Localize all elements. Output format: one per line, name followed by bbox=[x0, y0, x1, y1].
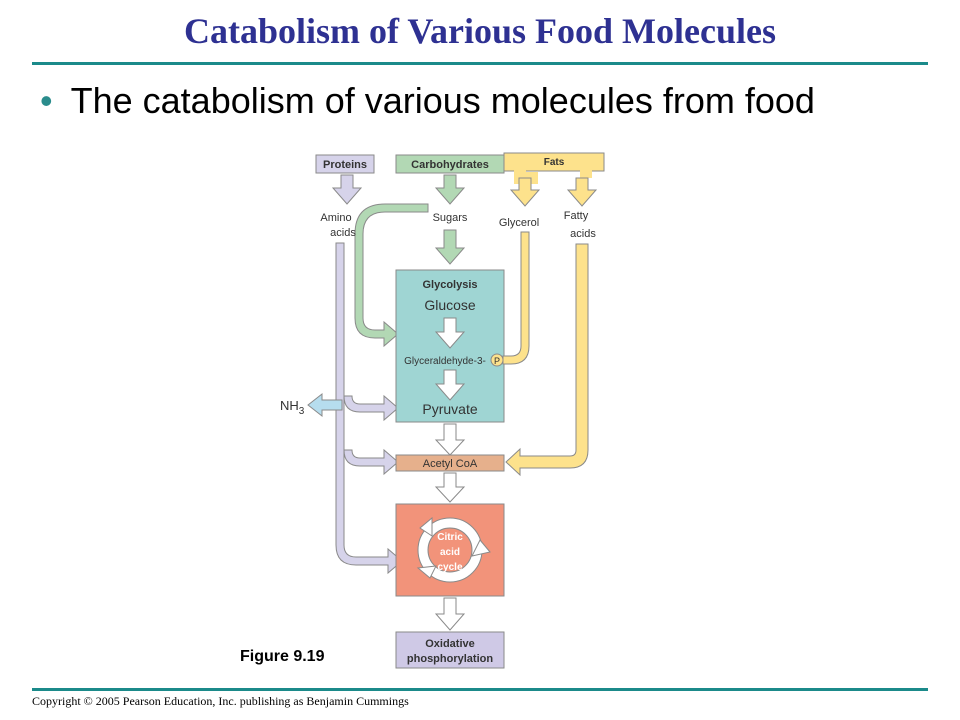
carbohydrates-label: Carbohydrates bbox=[411, 159, 489, 171]
nh3-label bbox=[280, 398, 305, 417]
sugars-label: Sugars bbox=[432, 212, 468, 224]
footer-rule bbox=[32, 688, 928, 691]
glycerol-label: Glycerol bbox=[498, 217, 540, 229]
sugars-to-glycolysis-arrow bbox=[436, 230, 464, 264]
acetyl-coa-label: Acetyl CoA bbox=[422, 458, 478, 470]
fatty-acids-down-arrow bbox=[568, 178, 596, 206]
amino-label-line2: acids bbox=[330, 227, 356, 239]
acetyl-to-citric-arrow bbox=[436, 473, 464, 502]
citric-to-oxidative-arrow bbox=[436, 598, 464, 630]
proteins-down-arrow bbox=[333, 175, 361, 204]
carbohydrates-down-arrow bbox=[436, 175, 464, 204]
oxidative-label-line1: Oxidative bbox=[425, 638, 475, 650]
slide-title: Catabolism of Various Food Molecules bbox=[183, 11, 776, 51]
bullet-dot: • bbox=[40, 80, 53, 121]
citric-label-line3: cycle bbox=[437, 562, 463, 573]
glycerol-to-g3p-path bbox=[503, 232, 529, 364]
fatty-acids-label-line2: acids bbox=[570, 228, 596, 240]
figure-caption: Figure 9.19 bbox=[240, 648, 325, 665]
fats-label: Fats bbox=[543, 157, 565, 168]
copyright-text: Copyright © 2005 Pearson Education, Inc. publishing as Benjamin Cummings bbox=[32, 694, 409, 708]
pyruvate-to-acetyl-arrow bbox=[436, 424, 464, 455]
nh3-subscript: 3 bbox=[298, 406, 305, 417]
oxidative-label-line2: phosphorylation bbox=[406, 653, 494, 665]
glucose-label: Glucose bbox=[424, 297, 476, 313]
amino-to-pyruvate-arrow bbox=[344, 396, 398, 420]
amino-to-acetyl-arrow bbox=[344, 450, 398, 474]
proteins-label: Proteins bbox=[322, 159, 368, 171]
bullet-text: The catabolism of various molecules from food bbox=[70, 80, 815, 121]
phosphate-label: P bbox=[493, 356, 501, 366]
nh3-main: NH bbox=[280, 398, 299, 413]
glycolysis-title: Glycolysis bbox=[422, 279, 478, 291]
amino-label-line1: Amino bbox=[320, 212, 352, 224]
g3p-label: Glyceraldehyde-3- bbox=[404, 356, 486, 367]
pyruvate-label: Pyruvate bbox=[422, 401, 478, 417]
citric-label-line1: Citric bbox=[437, 532, 463, 543]
fatty-acids-label-line1: Fatty bbox=[563, 210, 589, 222]
citric-label-line2: acid bbox=[439, 547, 461, 558]
